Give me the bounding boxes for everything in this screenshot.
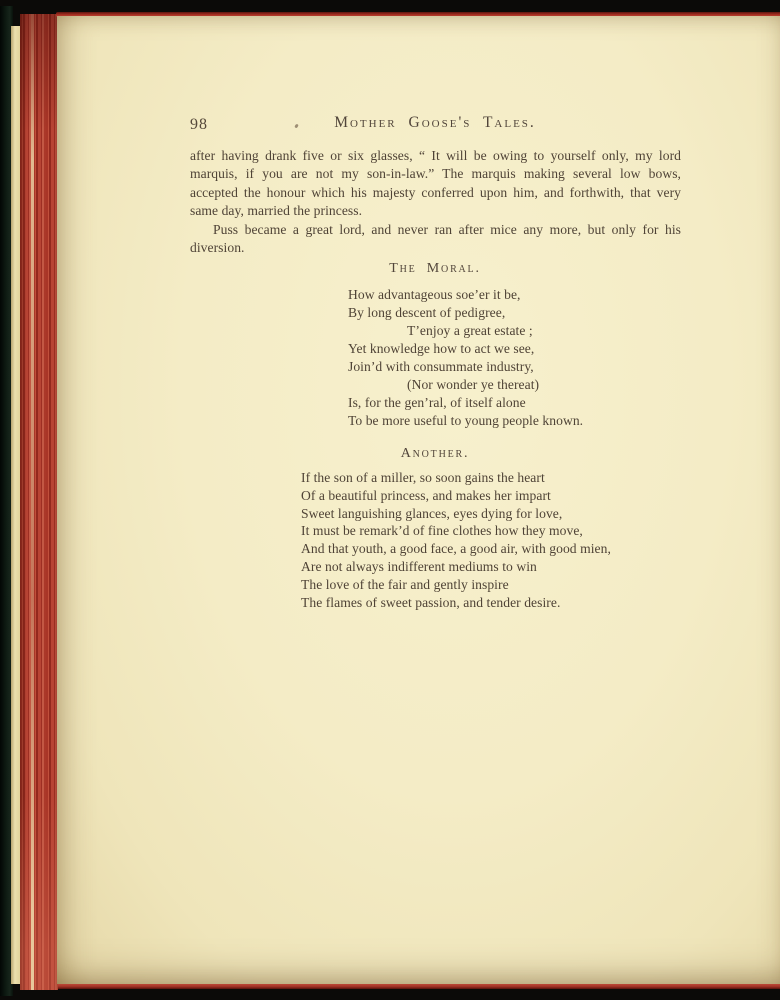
paragraph xyxy=(190,221,681,258)
running-head xyxy=(190,114,680,136)
poem-line: It must be remark’d of fine clothes how they move, xyxy=(301,523,583,539)
text-line: marquis, if you are not my son-in-law.” The marquis making several low bows, xyxy=(190,166,681,182)
page-surface xyxy=(57,16,780,984)
poem-line: Join’d with consummate industry, xyxy=(348,359,534,374)
poem-another xyxy=(301,469,611,611)
text-line: diversion. xyxy=(190,240,245,256)
poem-line: The love of the fair and gently inspire xyxy=(301,576,509,592)
poem-line: T’enjoy a great estate ; xyxy=(407,323,533,338)
poem-line: (Nor wonder ye thereat) xyxy=(407,377,540,392)
poem-line: Are not always indifferent mediums to win xyxy=(301,558,537,574)
red-fore-edge xyxy=(20,14,58,990)
poem-line: Of a beautiful princess, and makes her impart xyxy=(301,487,551,503)
text-line: after having drank five or six glasses, “ It will be owing to yourself only, my lord xyxy=(190,148,681,163)
text-line: accepted the honour which his majesty conferred upon him, and forthwith, that very xyxy=(190,184,681,200)
section-heading-moral: The Moral. xyxy=(389,261,481,276)
text-line: same day, married the princess. xyxy=(190,203,363,219)
fore-edge-highlight xyxy=(31,14,34,990)
page-number: 98 xyxy=(190,116,208,133)
poem-moral xyxy=(348,286,583,430)
poem-line: The flames of sweet passion, and tender desire. xyxy=(301,594,561,610)
paragraph xyxy=(190,147,681,221)
poem-line: How advantageous soe’er it be, xyxy=(348,287,521,302)
poem-line: Yet knowledge how to act we see, xyxy=(348,341,535,356)
running-title: Mother Goose's Tales. xyxy=(334,114,536,131)
poem-line: Is, for the gen’ral, of itself alone xyxy=(348,395,526,410)
poem-line: Sweet languishing glances, eyes dying for love, xyxy=(301,505,563,521)
poem-line: To be more useful to young people known. xyxy=(348,413,584,428)
poem-line: If the son of a miller, so soon gains the heart xyxy=(301,470,545,485)
section-heading-another: Another. xyxy=(400,446,470,461)
poem-line: And that youth, a good face, a good air, with good mien, xyxy=(301,541,611,557)
poem-line: By long descent of pedigree, xyxy=(348,305,506,320)
text-line: Puss became a great lord, and never ran after mice any more, but only for his xyxy=(213,222,681,237)
